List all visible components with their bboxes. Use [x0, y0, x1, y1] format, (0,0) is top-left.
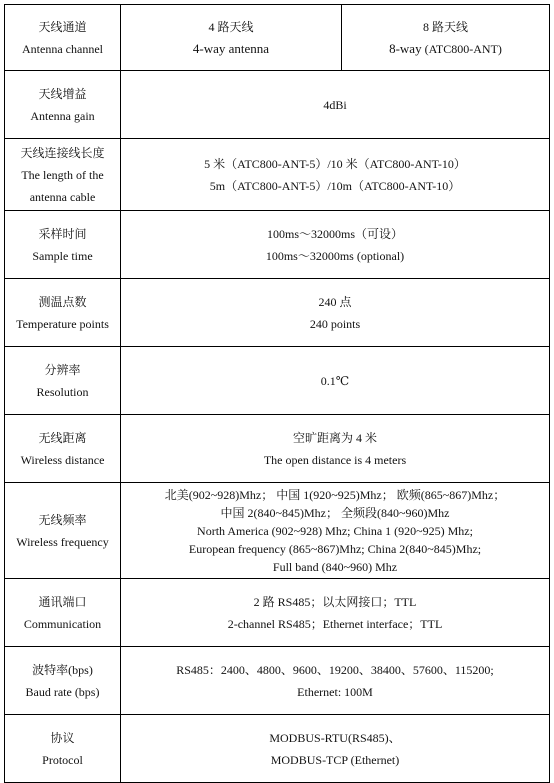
value-line: 2 路 RS485；以太网接口；TTL [253, 594, 417, 609]
row-label [5, 139, 121, 211]
label-cn: 天线连接线长度 [20, 145, 105, 160]
value-line: MODBUS-TCP (Ethernet) [270, 752, 400, 767]
value-line: 0.1℃ [320, 373, 350, 388]
row-temperature-points [5, 279, 550, 347]
label-cn: 无线频率 [38, 512, 87, 527]
row-cable-length [5, 139, 550, 211]
label-cn: 天线通道 [38, 19, 87, 34]
col1-cn: 4 路天线 [208, 19, 254, 34]
label-en: Antenna gain [30, 108, 95, 123]
col1-en: 4-way antenna [192, 40, 270, 56]
col2-en: 8-way [389, 40, 422, 56]
row-value [121, 483, 550, 579]
col-4-way [121, 5, 342, 71]
value-line: 100ms～32000ms（可设） [266, 226, 403, 241]
label-cn: 分辨率 [44, 362, 81, 377]
row-label [5, 211, 121, 279]
col2-cn: 8 路天线 [422, 19, 468, 34]
value-line: 5m（ATC800-ANT-5）/10m（ATC800-ANT-10） [209, 178, 461, 193]
row-antenna-gain [5, 71, 550, 139]
row-wireless-frequency [5, 483, 550, 579]
label-en: Baud rate (bps) [25, 684, 100, 699]
value-line: 240 points [309, 316, 361, 331]
value-line: 2-channel RS485；Ethernet interface；TTL [227, 616, 443, 631]
label-cn: 协议 [50, 730, 75, 745]
row-sample-time [5, 211, 550, 279]
row-label [5, 647, 121, 715]
row-value [121, 279, 550, 347]
value-line: 空旷距离为 4 米 [292, 430, 377, 445]
label-cn: 通讯端口 [38, 594, 87, 609]
row-label [5, 579, 121, 647]
row-value [121, 715, 550, 783]
value-line: 100ms～32000ms (optional) [265, 248, 405, 263]
label-en: Temperature points [16, 316, 109, 331]
row-label [5, 415, 121, 483]
label-cn: 天线增益 [38, 86, 87, 101]
row-baud-rate [5, 647, 550, 715]
row-communication [5, 579, 550, 647]
value-line: RS485：2400、4800、9600、19200、38400、57600、115200; [176, 662, 494, 677]
row-value [121, 139, 550, 211]
label-en: Wireless frequency [16, 534, 109, 549]
label-en: Sample time [32, 248, 93, 263]
row-label [5, 71, 121, 139]
label-en: Communication [23, 616, 102, 631]
row-wireless-distance [5, 415, 550, 483]
row-value [121, 71, 550, 139]
value-line: Ethernet: 100M [297, 684, 373, 699]
col2-en-suffix: (ATC800-ANT) [421, 41, 502, 56]
label-en: Protocol [42, 752, 83, 767]
row-label [5, 347, 121, 415]
row-value [121, 211, 550, 279]
value-line: MODBUS-RTU(RS485)、 [269, 730, 401, 745]
value-line: The open distance is 4 meters [263, 452, 407, 467]
label-en: Wireless distance [20, 452, 105, 467]
row-value [121, 647, 550, 715]
label-en: Antenna channel [22, 41, 103, 56]
col-8-way [342, 5, 550, 71]
value-line: North America (902~928) Mhz; China 1 (920~925) Mhz; [197, 523, 473, 538]
label-en: The length of the [21, 167, 104, 182]
col2-en-line [344, 38, 547, 60]
row-label [5, 483, 121, 579]
row-value [121, 579, 550, 647]
label-cn: 波特率(bps) [32, 662, 93, 677]
row-value [121, 415, 550, 483]
label-cn: 无线距离 [38, 430, 87, 445]
value-line: 北美(902~928)Mhz； 中国 1(920~925)Mhz； 欧频(865~867)Mhz； [164, 487, 506, 502]
row-resolution [5, 347, 550, 415]
row-protocol [5, 715, 550, 783]
value-line: European frequency (865~867)Mhz; China 2(840~845)Mhz; [188, 541, 482, 556]
label-en: antenna cable [29, 189, 96, 204]
value-line: 中国 2(840~845)Mhz； 全频段(840~960)Mhz [220, 505, 450, 520]
value-line: 5 米（ATC800-ANT-5）/10 米（ATC800-ANT-10） [204, 156, 466, 171]
row-label [5, 5, 121, 71]
row-antenna-channel [5, 5, 550, 71]
label-cn: 采样时间 [38, 226, 87, 241]
value-line: 240 点 [318, 294, 352, 309]
row-label [5, 715, 121, 783]
row-value [121, 347, 550, 415]
spec-table [4, 4, 550, 783]
value-line: 4dBi [323, 97, 347, 112]
row-label [5, 279, 121, 347]
value-line: Full band (840~960) Mhz [272, 559, 398, 574]
label-cn: 测温点数 [38, 294, 87, 309]
label-en: Resolution [36, 384, 89, 399]
